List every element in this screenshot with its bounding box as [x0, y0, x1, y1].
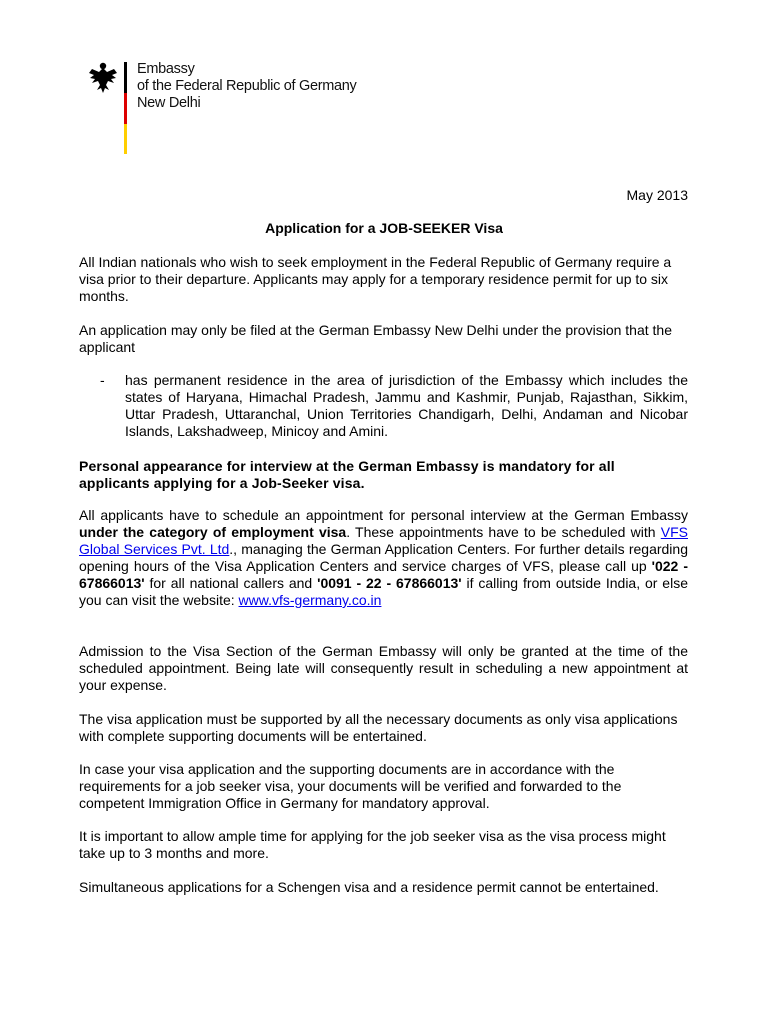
appointment-text-3: ., managing the German Application Centers. For further details regarding opening hours of the Visa Application Centers and service charges of VFS, please call up — [79, 541, 688, 574]
paragraph-documents: The visa application must be supported by all the necessary documents as only visa applications with complete supporting documents will be entertained. — [79, 711, 678, 744]
letterhead-line-1: Embassy — [137, 61, 195, 77]
paragraph-schengen: Simultaneous applications for a Schengen visa and a residence permit cannot be entertained. — [79, 879, 659, 895]
paragraph-appointment — [79, 507, 688, 609]
international-phone-number: '0091 - 22 - 67866013' — [317, 575, 462, 591]
federal-eagle-icon — [88, 60, 118, 96]
paragraph-verification: In case your visa application and the supporting documents are in accordance with the requirements for a job seeker visa, your documents will be verified and forwarded to the competent Immigration Office in Germany for mandatory approval. — [79, 761, 622, 811]
document-date: May 2013 — [626, 187, 688, 203]
paragraph-admission: Admission to the Visa Section of the German Embassy will only be granted at the time of the scheduled appointment. Being late will consequently result in scheduling a new appointment at your expense. — [79, 643, 688, 693]
flag-stripe-red — [124, 93, 127, 124]
german-flag-bar — [124, 62, 127, 154]
vfs-website-link[interactable]: www.vfs-germany.co.in — [238, 592, 382, 608]
paragraph-processing-time: It is important to allow ample time for applying for the job seeker visa as the visa process might take up to 3 months and more. — [79, 828, 666, 861]
bullet-jurisdiction: has permanent residence in the area of jurisdiction of the Embassy which includes the states of Haryana, Himachal Pradesh, Jammu and Kashmir, Punjab, Rajasthan, Sikkim, Uttar Pradesh, Uttaranchal, Union Territories Chandigarh, Delhi, Andaman and Nicobar Islands, Lakshadweep, Minicoy and Amini. — [125, 372, 688, 439]
letterhead — [137, 61, 357, 112]
paragraph-mandatory-interview: Personal appearance for interview at the German Embassy is mandatory for all applicants applying for a Job-Seeker visa. — [79, 458, 615, 491]
national-phone-number: '022 - 67866013' — [79, 558, 688, 591]
appointment-text-4: for all national callers and — [144, 575, 318, 591]
appointment-text-2: . These appointments have to be scheduled with — [346, 524, 661, 540]
bullet-marker: - — [100, 372, 105, 388]
appointment-text-5: if calling from outside India, or else you can visit the website: — [79, 575, 688, 608]
letterhead-line-2: of the Federal Republic of Germany — [137, 78, 357, 94]
flag-stripe-gold — [124, 124, 127, 154]
paragraph-provision: An application may only be filed at the German Embassy New Delhi under the provision that the applicant — [79, 322, 672, 355]
flag-stripe-black — [124, 62, 127, 93]
letterhead-line-3: New Delhi — [137, 95, 201, 111]
paragraph-intro: All Indian nationals who wish to seek employment in the Federal Republic of Germany require a visa prior to their departure. Applicants may apply for a temporary residence permit for up to six months. — [79, 254, 672, 304]
appointment-category: under the category of employment visa — [79, 524, 347, 540]
vfs-global-link[interactable]: VFS Global Services Pvt. Ltd — [79, 524, 688, 557]
appointment-text-1: All applicants have to schedule an appointment for personal interview at the German Embassy — [79, 507, 688, 523]
document-title: Application for a JOB-SEEKER Visa — [265, 220, 503, 236]
